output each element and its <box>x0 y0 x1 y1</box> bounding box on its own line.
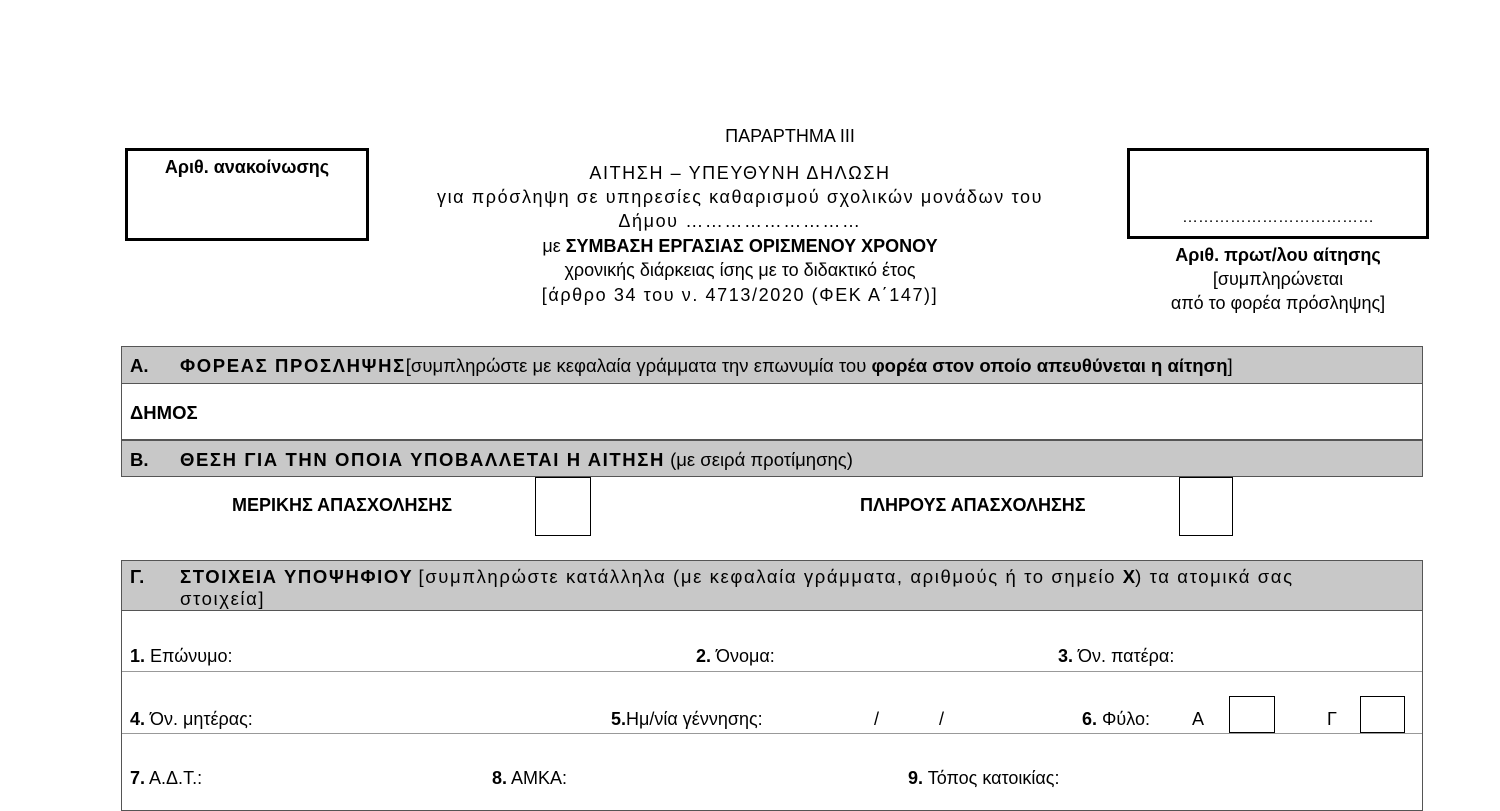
protocol-number-label: Αριθ. πρωτ/λου αίτησης <box>1175 245 1381 265</box>
id-card-field[interactable] <box>130 768 202 789</box>
section-b-title: ΘΕΣΗ ΓΙΑ ΤΗΝ ΟΠΟΙΑ ΥΠΟΒΑΛΛΕΤΑΙ Η ΑΙΤΗΣΗ <box>180 449 665 470</box>
contract-prefix: με <box>542 236 561 256</box>
full-time-label: ΠΛΗΡΟΥΣ ΑΠΑΣΧΟΛΗΣΗΣ <box>860 495 1086 515</box>
section-b-note: (με σειρά προτίμησης) <box>670 449 853 470</box>
id-card-label: Α.Δ.Τ.: <box>149 768 203 788</box>
section-c-note: [συμπληρώστε κατάλληλα (με κεφαλαία γράμματα, αριθμούς ή το σημείο <box>418 566 1123 587</box>
section-c-title: ΣΤΟΙΧΕΙΑ ΥΠΟΨΗΦΙΟΥ <box>180 566 414 587</box>
father-name-label: Όν. πατέρα: <box>1078 646 1175 666</box>
section-c-note-bold: Χ <box>1122 566 1136 587</box>
residence-label: Τόπος κατοικίας: <box>927 768 1060 788</box>
first-name-label: Όνομα: <box>716 646 775 666</box>
candidate-details-area <box>121 611 1423 811</box>
section-a-row <box>130 355 1233 377</box>
announcement-number-label: Αριθ. ανακοίνωσης <box>164 157 330 177</box>
section-a-note: [συμπληρώστε με κεφαλαία γράμματα την επωνυμία του <box>405 355 872 376</box>
protocol-number-dots: ……………………………… <box>1182 209 1374 226</box>
employer-value: ΔΗΜΟΣ <box>130 402 198 423</box>
section-b-letter: Β. <box>130 449 149 470</box>
part-time-label: ΜΕΡΙΚΗΣ ΑΠΑΣΧΟΛΗΣΗΣ <box>232 495 453 515</box>
gender-label: Φύλο: <box>1102 709 1150 729</box>
gender-male-checkbox[interactable] <box>1229 696 1275 733</box>
section-c-note-end: ) τα ατομικά σας <box>1135 566 1294 587</box>
section-c-note-line2: στοιχεία] <box>180 588 266 609</box>
duration-line: χρονικής διάρκειας ίσης με το διδακτικό έτος <box>564 260 916 280</box>
first-name-field[interactable] <box>696 646 775 667</box>
gender-female-label: Γ <box>1327 709 1337 729</box>
section-b-header <box>121 440 1423 477</box>
employer-field[interactable] <box>121 384 1423 440</box>
protocol-note-line1: [συμπληρώνεται <box>1212 269 1344 289</box>
section-c-row <box>130 565 1294 588</box>
section-a-note-end: ] <box>1227 355 1233 376</box>
annex-label: ΠΑΡΑΡΤΗΜΑ ΙΙΙ <box>725 126 855 146</box>
surname-number: 1. <box>130 646 146 666</box>
full-time-checkbox[interactable] <box>1179 477 1233 536</box>
surname-field[interactable] <box>130 646 232 667</box>
father-name-field[interactable] <box>1058 646 1174 667</box>
legal-reference-line: [άρθρο 34 του ν. 4713/2020 (ΦΕΚ Α΄147)] <box>541 285 939 305</box>
mother-name-label: Όν. μητέρας: <box>150 709 253 729</box>
residence-number: 9. <box>908 768 924 788</box>
form-subtitle-line: για πρόσληψη σε υπηρεσίες καθαρισμού σχολικών μονάδων του <box>436 187 1044 207</box>
gender-female-checkbox[interactable] <box>1360 696 1405 733</box>
date-separator: / <box>939 709 945 729</box>
id-card-number: 7. <box>130 768 146 788</box>
row-divider <box>122 671 1422 672</box>
gender-field <box>1082 709 1150 730</box>
birth-date-number: 5. <box>611 709 627 729</box>
section-c-header <box>121 560 1423 611</box>
amka-label: ΑΜΚΑ: <box>511 768 568 788</box>
part-time-checkbox[interactable] <box>535 477 591 536</box>
first-name-number: 2. <box>696 646 712 666</box>
section-b-row <box>130 449 853 471</box>
mother-name-number: 4. <box>130 709 146 729</box>
municipality-line: Δήμου ……………………… <box>618 211 862 231</box>
row-divider <box>122 733 1422 734</box>
section-a-header <box>121 346 1423 384</box>
residence-field[interactable] <box>908 768 1059 789</box>
section-a-title: ΦΟΡΕΑΣ ΠΡΟΣΛΗΨΗΣ <box>180 355 406 376</box>
gender-male-label: Α <box>1192 709 1205 729</box>
contract-type-line <box>360 234 1120 258</box>
amka-number: 8. <box>492 768 508 788</box>
protocol-number-box[interactable] <box>1127 148 1429 239</box>
contract-type: ΣΥΜΒΑΣΗ ΕΡΓΑΣΙΑΣ ΟΡΙΣΜΕΝΟΥ ΧΡΟΝΟΥ <box>565 236 938 256</box>
section-a-note-bold: φορέα στον οποίο απευθύνεται η αίτηση <box>871 355 1228 376</box>
announcement-number-box[interactable] <box>125 148 369 241</box>
protocol-note-line2: από το φορέα πρόσληψης] <box>1170 293 1386 313</box>
birth-date-field[interactable] <box>611 709 763 730</box>
surname-label: Επώνυμο: <box>150 646 233 666</box>
section-c-letter: Γ. <box>130 566 145 587</box>
birth-date-label: Ημ/νία γέννησης: <box>626 709 763 729</box>
amka-field[interactable] <box>492 768 567 789</box>
gender-number: 6. <box>1082 709 1098 729</box>
section-a-letter: Α. <box>130 355 149 376</box>
form-title: ΑΙΤΗΣΗ – ΥΠΕΥΘΥΝΗ ΔΗΛΩΣΗ <box>589 163 891 183</box>
father-name-number: 3. <box>1058 646 1074 666</box>
mother-name-field[interactable] <box>130 709 253 730</box>
date-separator: / <box>874 709 880 729</box>
